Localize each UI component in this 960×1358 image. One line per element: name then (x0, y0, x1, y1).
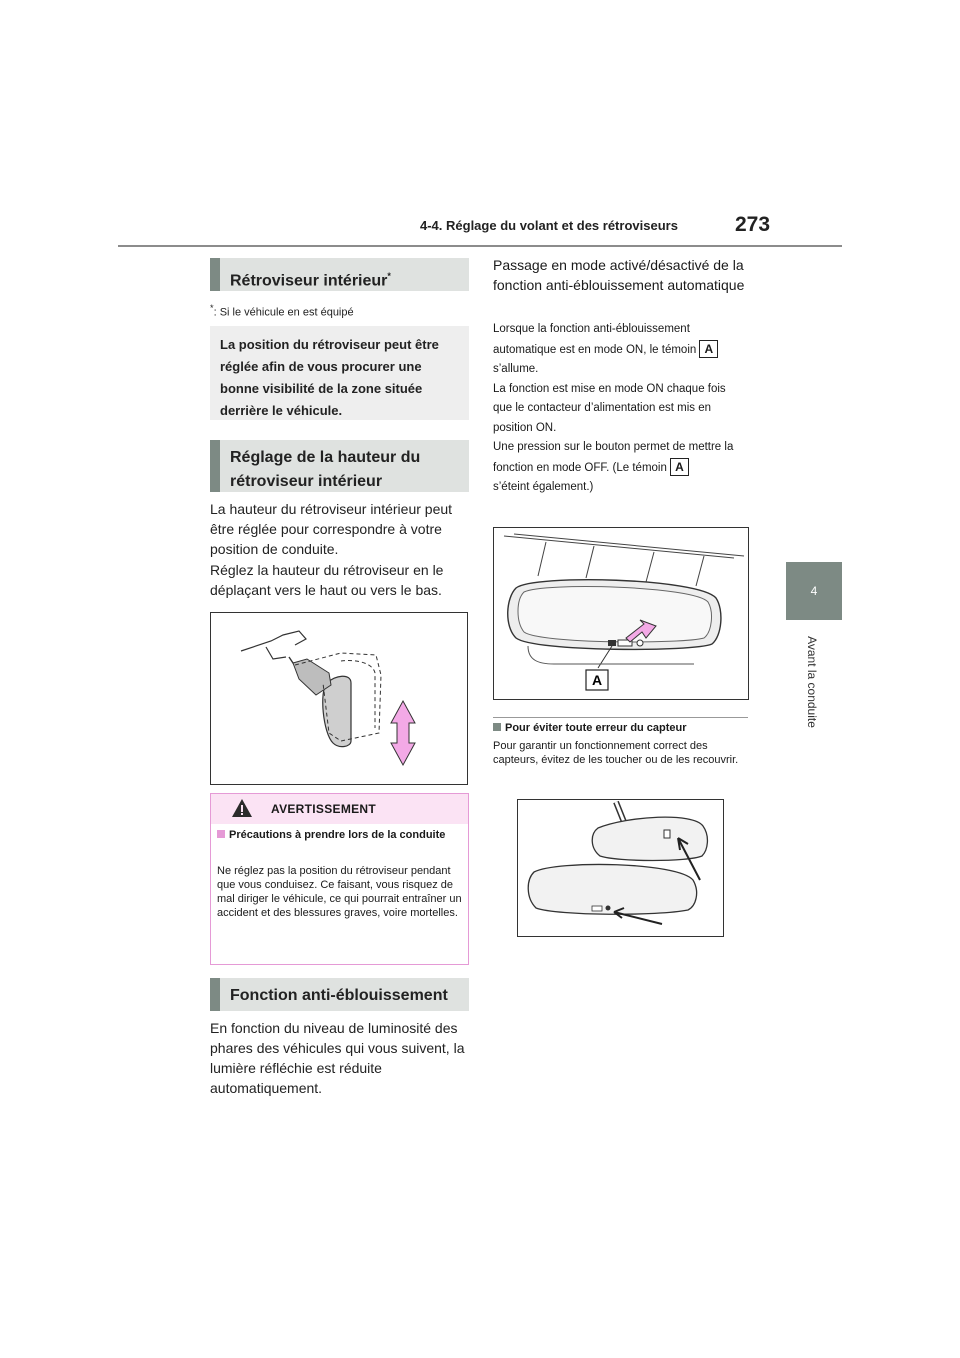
height-paragraph-1: La hauteur du rétroviseur intérieur peut être réglée pour correspondre à votre position de conduite. (210, 501, 453, 557)
sensor-body: Pour garantir un fonctionnement correct des capteurs, évitez de les toucher ou de les recouvrir. (493, 740, 739, 766)
mirror-height-illustration (211, 613, 467, 784)
section-heading-anti-glare: Fonction anti-éblouissement (210, 978, 469, 1011)
warning-subtitle-text: Précautions à prendre lors de la conduite (229, 829, 446, 841)
figure-callout-a: A (591, 672, 603, 688)
footnote-mark: * (210, 303, 214, 313)
page-number: 273 (735, 213, 771, 236)
indicator-badge-a: A (699, 340, 718, 358)
warning-header (211, 794, 468, 824)
square-bullet-icon (217, 830, 225, 838)
warning-box (210, 793, 469, 965)
desc-line-1: Lorsque la fonction anti-éblouissement automatique est en mode ON, le témoin (493, 323, 697, 356)
figure-sensor-locations (517, 799, 724, 937)
heading-text: Rétroviseur intérieur (230, 272, 388, 290)
desc-line-5: s’éteint également.) (493, 481, 594, 493)
indicator-badge-a-2: A (670, 458, 689, 476)
chapter-tab (786, 562, 842, 620)
sensor-heading-text: Pour éviter toute erreur du capteur (505, 722, 687, 734)
footnote-text: : Si le véhicule en est équipé (213, 306, 354, 319)
figure-anti-glare-button (493, 527, 749, 700)
warning-body: Ne réglez pas la position du rétroviseur pendant que vous conduisez. Ce faisant, vous risquez de mal diriger le véhicule, ce qui pourrait entraîner un accident et des blessures graves, voire mortelles. (217, 865, 462, 919)
section-header-title: 4-4. Réglage du volant et des rétroviseurs (420, 218, 678, 233)
desc-line-2: s’allume. (493, 363, 539, 375)
chapter-number: 4 (810, 584, 818, 598)
height-paragraph-2: Réglez la hauteur du rétroviseur en le déplaçant vers le haut ou vers le bas. (210, 562, 444, 598)
heading-footnote-mark: * (387, 271, 391, 281)
square-bullet-icon (493, 723, 501, 731)
intro-box: La position du rétroviseur peut être réglée afin de vous procurer une bonne visibilité de la zone située derrière le véhicule. (210, 326, 469, 420)
header-divider (118, 245, 842, 247)
sensor-heading (493, 722, 748, 734)
section-heading-interior-mirror (210, 258, 469, 291)
chapter-label: Avant la conduite (805, 636, 819, 728)
warning-triangle-icon (231, 798, 253, 818)
warning-title: AVERTISSEMENT (271, 802, 377, 816)
anti-glare-paragraph: En fonction du niveau de luminosité des phares des véhicules qui vous suivent, la lumière réfléchie est réduite automatiquement. (210, 1020, 465, 1096)
section-heading-height: Réglage de la hauteur du rétroviseur intérieur (210, 440, 469, 492)
mode-switch-description (493, 320, 748, 498)
section-divider (493, 717, 748, 718)
figure-mirror-height (210, 612, 468, 785)
mirror-button-illustration (494, 528, 748, 699)
sensor-location-illustration (518, 800, 723, 936)
warning-subtitle (217, 828, 457, 843)
desc-line-3: La fonction est mise en mode ON chaque fois que le contacteur d’alimentation est mis en position ON. (493, 382, 726, 434)
footnote (210, 303, 354, 319)
desc-line-4: Une pression sur le bouton permet de mettre la fonction en mode OFF. (Le témoin (493, 441, 734, 474)
mode-switch-title: Passage en mode activé/désactivé de la fonction anti-éblouissement automatique (493, 257, 745, 293)
